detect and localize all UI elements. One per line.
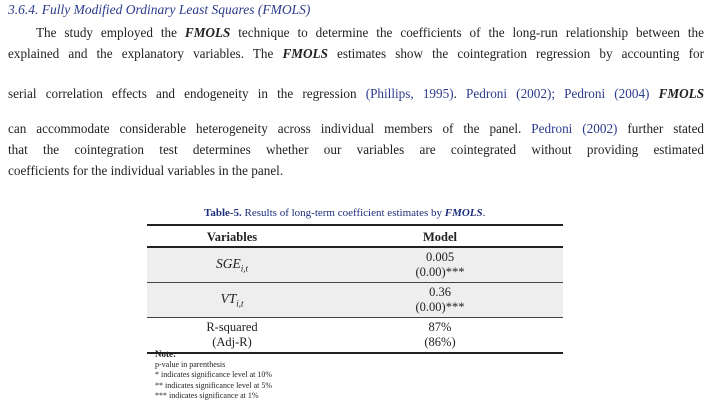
note-title: Note: — [155, 349, 176, 359]
header-variables: Variables — [147, 225, 317, 247]
paragraph-line-2: explained and the explanatory variables. The FMOLS estimates show the cointegration regression by accounting for — [8, 46, 704, 61]
model-cell: 87% (86%) — [317, 318, 563, 354]
model-cell: 0.005 (0.00)*** — [317, 247, 563, 283]
results-table — [147, 224, 563, 354]
paragraph-line-6: coefficients for the individual variables in the panel. — [8, 163, 284, 178]
paragraph-line-1: The study employed the FMOLS technique to determine the coefficients of the long-run relationship between the — [36, 25, 704, 40]
citation-pedroni[interactable]: Pedroni (2002); Pedroni (2004) — [466, 86, 650, 101]
note-line: p-value in parenthesis — [155, 359, 226, 369]
note-line: ** indicates significance level at 5% — [155, 380, 273, 390]
table-header-row — [147, 225, 563, 247]
citation-pedroni-2002[interactable]: Pedroni (2002) — [531, 121, 618, 136]
paragraph-line-5: that the cointegration test determines whether our variables are cointegrated without providing estimated — [8, 142, 704, 157]
section-heading: 3.6.4. Fully Modified Ordinary Least Squares (FMOLS) — [8, 2, 311, 17]
model-cell: 0.36 (0.00)*** — [317, 283, 563, 318]
note-line: * indicates significance level at 10% — [155, 370, 273, 379]
note-line: *** indicates significance at 1% — [155, 391, 259, 400]
table-caption: Table-5. Results of long-term coefficient estimates by FMOLS. — [204, 207, 486, 219]
paragraph-line-3: serial correlation effects and endogeneity in the regression (Phillips, 1995). Pedroni (2002); Pedroni (2004) FMOLS — [8, 86, 705, 101]
header-model: Model — [317, 225, 563, 247]
table-row — [147, 283, 563, 318]
paragraph-line-4: can accommodate considerable heterogeneity across individual members of the panel. Pedroni (2002) further stated — [8, 121, 705, 136]
table-row — [147, 318, 563, 354]
variable-cell: $SGE_{i,t}$ — [147, 247, 317, 283]
variable-cell: R-squared (Adj-R) — [147, 318, 317, 354]
table-note — [155, 349, 272, 402]
citation-phillips[interactable]: (Phillips, 1995) — [365, 86, 454, 101]
variable-cell: $VT_{i,t}$ — [147, 283, 317, 318]
table-row — [147, 247, 563, 283]
